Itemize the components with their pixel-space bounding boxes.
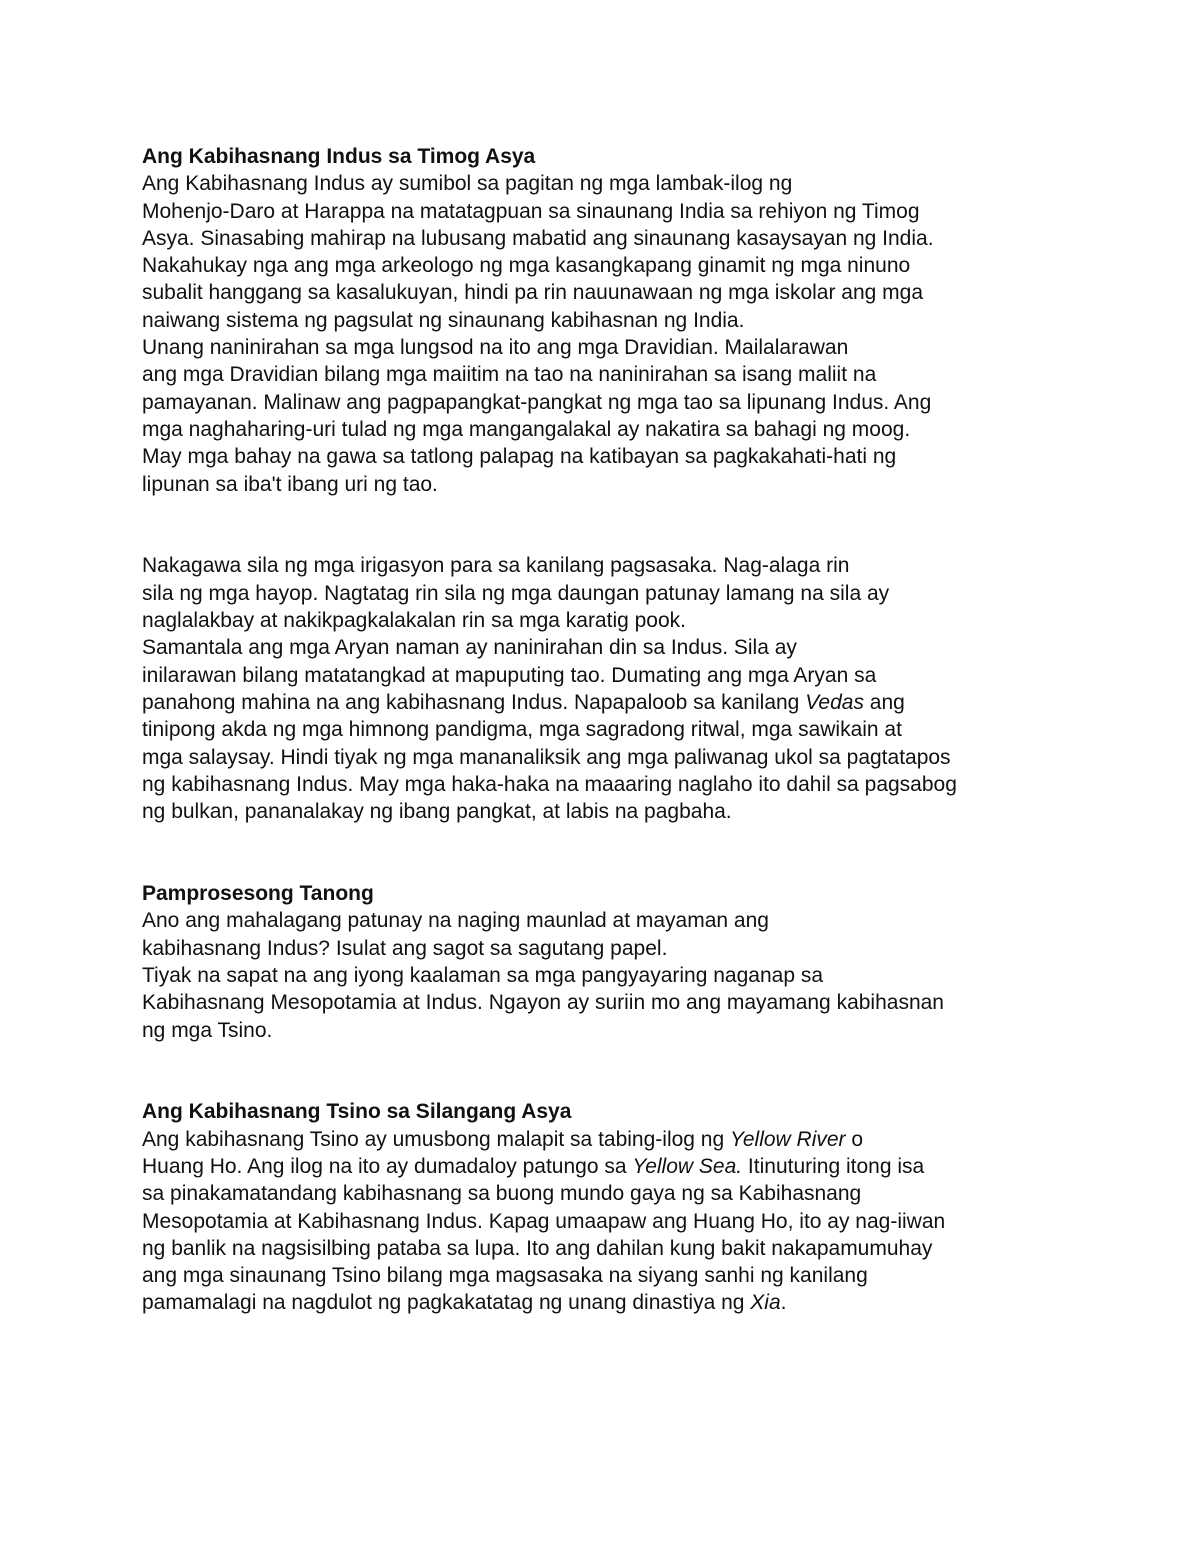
text-line: kabihasnang Indus? Isulat ang sagot sa sagutang papel. (142, 936, 668, 960)
text-line (142, 1289, 1142, 1316)
paragraph-question (142, 907, 1142, 1043)
text-line: ng bulkan, pananalakay ng ibang pangkat, at labis na pagbaha. (142, 800, 732, 824)
text-line: ng banlik na nagsisilbing pataba sa lupa. Ito ang dahilan kung bakit nakapamumuhay (142, 1236, 933, 1260)
text-line: Asya. Sinasabing mahirap na lubusang mabatid ang sinaunang kasaysayan ng India. (142, 226, 934, 250)
section-heading-pamprosesong-tanong: Pamprosesong Tanong (142, 882, 374, 906)
italic-term-vedas: Vedas (805, 690, 864, 714)
text-line: sa pinakamatandang kabihasnang sa buong mundo gaya ng sa Kabihasnang (142, 1182, 862, 1206)
text-line: pamayanan. Malinaw ang pagpapangkat-pangkat ng mga tao sa lipunang Indus. Ang (142, 390, 932, 414)
text-segment: Huang Ho. Ang ilog na ito ay dumadaloy patungo sa (142, 1154, 633, 1178)
text-line: Samantala ang mga Aryan naman ay naninirahan din sa Indus. Sila ay (142, 636, 797, 660)
text-line: Ang Kabihasnang Indus ay sumibol sa pagitan ng mga lambak-ilog ng (142, 172, 793, 196)
paragraph-irrigation (142, 552, 1142, 634)
document-page (142, 143, 1142, 1317)
text-line: Ano ang mahalagang patunay na naging maunlad at mayaman ang (142, 909, 769, 933)
text-segment: ang (863, 690, 905, 714)
text-line: ng mga Tsino. (142, 1018, 273, 1042)
paragraph-spacer (142, 498, 1142, 553)
italic-term-yellow-sea: Yellow Sea. (632, 1154, 743, 1178)
text-line: mga naghaharing-uri tulad ng mga mangangalakal ay nakatira sa bahagi ng moog. (142, 417, 911, 441)
text-line: Unang naninirahan sa mga lungsod na ito ang mga Dravidian. Mailalarawan (142, 336, 849, 360)
text-line: Nakagawa sila ng mga irigasyon para sa kanilang pagsasaka. Nag-alaga rin (142, 554, 850, 578)
text-segment: o (845, 1127, 864, 1151)
italic-term-xia: Xia (750, 1291, 781, 1315)
paragraph-dravidian (142, 334, 1142, 498)
text-line: inilarawan bilang matatangkad at mapuputing tao. Dumating ang mga Aryan sa (142, 663, 877, 687)
text-segment: pamamalagi na nagdulot ng pagkakatatag ng unang dinastiya ng (142, 1291, 751, 1315)
text-line: ng kabihasnang Indus. May mga haka-haka na maaaring naglaho ito dahil sa pagsabog (142, 772, 957, 796)
text-segment: Itinuturing itong isa (742, 1154, 925, 1178)
text-line: naiwang sistema ng pagsulat ng sinaunang kabihasnan ng India. (142, 308, 745, 332)
text-segment: . (780, 1291, 787, 1315)
text-line: naglalakbay at nakikpagkalakalan rin sa mga karatig pook. (142, 609, 687, 633)
italic-term-yellow-river: Yellow River (730, 1127, 846, 1151)
paragraph-aryan (142, 634, 1142, 825)
paragraph-indus-intro (142, 170, 1142, 334)
section-heading-indus: Ang Kabihasnang Indus sa Timog Asya (142, 145, 536, 168)
section-spacer (142, 1044, 1142, 1099)
text-line: mga salaysay. Hindi tiyak ng mga mananaliksik ang mga paliwanag ukol sa pagtatapos (142, 745, 951, 769)
paragraph-tsino (142, 1126, 1142, 1317)
text-line: Tiyak na sapat na ang iyong kaalaman sa mga pangyayaring naganap sa (142, 963, 824, 987)
text-line: Nakahukay nga ang mga arkeologo ng mga kasangkapang ginamit ng mga ninuno (142, 254, 911, 278)
text-line: sila ng mga hayop. Nagtatag rin sila ng mga daungan patunay lamang na sila ay (142, 581, 890, 605)
text-line (142, 1126, 1142, 1153)
section-spacer (142, 825, 1142, 880)
text-line: ang mga sinaunang Tsino bilang mga magsasaka na siyang sanhi ng kanilang (142, 1264, 868, 1288)
text-line: Kabihasnang Mesopotamia at Indus. Ngayon ay suriin mo ang mayamang kabihasnan (142, 991, 944, 1015)
text-line: Mesopotamia at Kabihasnang Indus. Kapag umaapaw ang Huang Ho, ito ay nag-iiwan (142, 1209, 946, 1233)
text-line: May mga bahay na gawa sa tatlong palapag na katibayan sa pagkakahati-hati ng (142, 445, 897, 469)
text-line: tinipong akda ng mga himnong pandigma, mga sagradong ritwal, mga sawikain at (142, 718, 902, 742)
text-line (142, 689, 1142, 716)
text-line: Mohenjo-Daro at Harappa na matatagpuan sa sinaunang India sa rehiyon ng Timog (142, 199, 920, 223)
text-segment: Ang kabihasnang Tsino ay umusbong malapit sa tabing-ilog ng (142, 1127, 730, 1151)
section-heading-tsino: Ang Kabihasnang Tsino sa Silangang Asya (142, 1100, 572, 1124)
text-line: ang mga Dravidian bilang mga maiitim na tao na naninirahan sa isang maliit na (142, 363, 877, 387)
text-segment: panahong mahina na ang kabihasnang Indus. Napapaloob sa kanilang (142, 690, 806, 714)
text-line: subalit hanggang sa kasalukuyan, hindi pa rin nauunawaan ng mga iskolar ang mga (142, 281, 924, 305)
text-line: lipunan sa iba't ibang uri ng tao. (142, 472, 438, 496)
text-line (142, 1153, 1142, 1180)
